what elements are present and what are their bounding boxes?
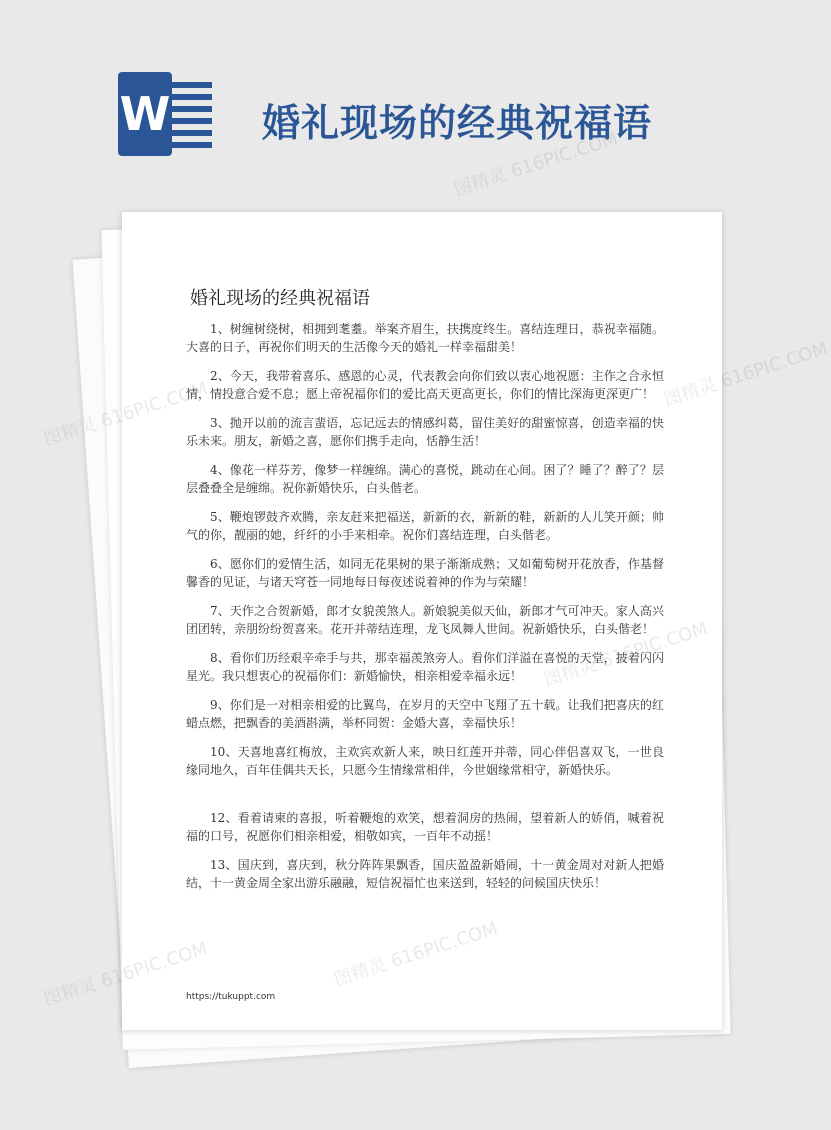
word-document-icon [118,72,214,156]
watermark: 图精灵 [41,414,100,451]
paragraph-6: 6、愿你们的爱情生活，如同无花果树的果子渐渐成熟；又如葡萄树开花放香，作基督馨香的见证，与诸天穹苍一同地每日每夜述说着神的作为与荣耀！ [186,557,664,589]
paragraph-4: 4、像花一样芬芳，像梦一样缠绵。满心的喜悦，跳动在心间。困了？睡了？醉了？层层叠叠全是缠绵。祝你新婚快乐，白头偕老。 [186,463,664,495]
document-body [186,320,664,903]
paragraph-5: 5、鞭炮锣鼓齐欢腾，亲友赶来把福送，新新的衣，新新的鞋，新新的人儿笑开颜；帅气的你，靓丽的她，纤纤的小手来相牵。祝你们喜结连理，白头偕老。 [186,510,664,542]
paragraph-8: 8、看你们历经艰辛牵手与共，那幸福羡煞旁人。看你们洋溢在喜悦的天堂，披着闪闪星光。我只想衷心的祝福你们：新婚愉快，相亲相爱幸福永远！ [186,651,664,683]
watermark: 图精灵 616PIC.COM [661,338,831,411]
watermark: 图精灵 616PIC.COM [451,128,621,201]
paragraph-1: 1、树缠树绕树，相拥到耄耋。举案齐眉生，扶携度终生。喜结连理日，恭祝幸福随。大喜的日子，再祝你们明天的生活像今天的婚礼一样幸福甜美！ [186,322,664,354]
footer-url: https://tukuppt.com [186,992,276,1002]
banner [0,0,800,200]
document-page [122,212,722,1030]
watermark: 图精灵 [41,974,100,1011]
paragraph-10: 10、天喜地喜红梅放，主欢宾欢新人来，映日红莲开并蒂，同心伴侣喜双飞，一世良缘同地久，百年佳偶共天长，只愿今生情缘常相伴，今世姻缘常相守，新婚快乐。 [186,745,664,777]
document-title: 婚礼现场的经典祝福语 [190,288,370,309]
paragraph-13: 13、国庆到，喜庆到，秋分阵阵果飘香，国庆盈盈新婚闹，十一黄金周对对新人把婚结，十一黄金周全家出游乐融融，短信祝福忙也来送到，轻轻的问候国庆快乐！ [186,858,664,890]
banner-title: 婚礼现场的经典祝福语 [262,101,653,145]
paragraph-7: 7、天作之合贺新婚，郎才女貌羡煞人。新娘貌美似天仙，新郎才气可冲天。家人高兴团团转，亲朋纷纷贺喜来。花开并蒂结连理，龙飞凤舞人世间。祝新婚快乐，白头偕老！ [186,604,664,636]
word-logo-letter: W [118,72,172,156]
paragraph-3: 3、抛开以前的流言蜚语，忘记远去的情感纠葛，留住美好的甜蜜惊喜，创造幸福的快乐未来。朋友，新婚之喜，愿你们携手走向，恬静生活！ [186,416,664,448]
paragraph-12: 12、看着请柬的喜报，听着鞭炮的欢笑，想着洞房的热闹，望着新人的娇俏，喊着祝福的口号，祝愿你们相亲相爱，相敬如宾，一百年不动摇！ [186,811,664,843]
paragraph-9: 9、你们是一对相亲相爱的比翼鸟，在岁月的天空中飞翔了五十载。让我们把喜庆的红蜡点燃，把飘香的美酒斟满，举杯同贺：金婚大喜，幸福快乐！ [186,698,664,730]
paragraph-2: 2、今天，我带着喜乐、感恩的心灵，代表教会向你们致以衷心地祝愿：主作之合永恒情，情投意合爱不息；愿上帝祝福你们的爱比高天更高更长，你们的情比深海更深更广！ [186,369,664,401]
